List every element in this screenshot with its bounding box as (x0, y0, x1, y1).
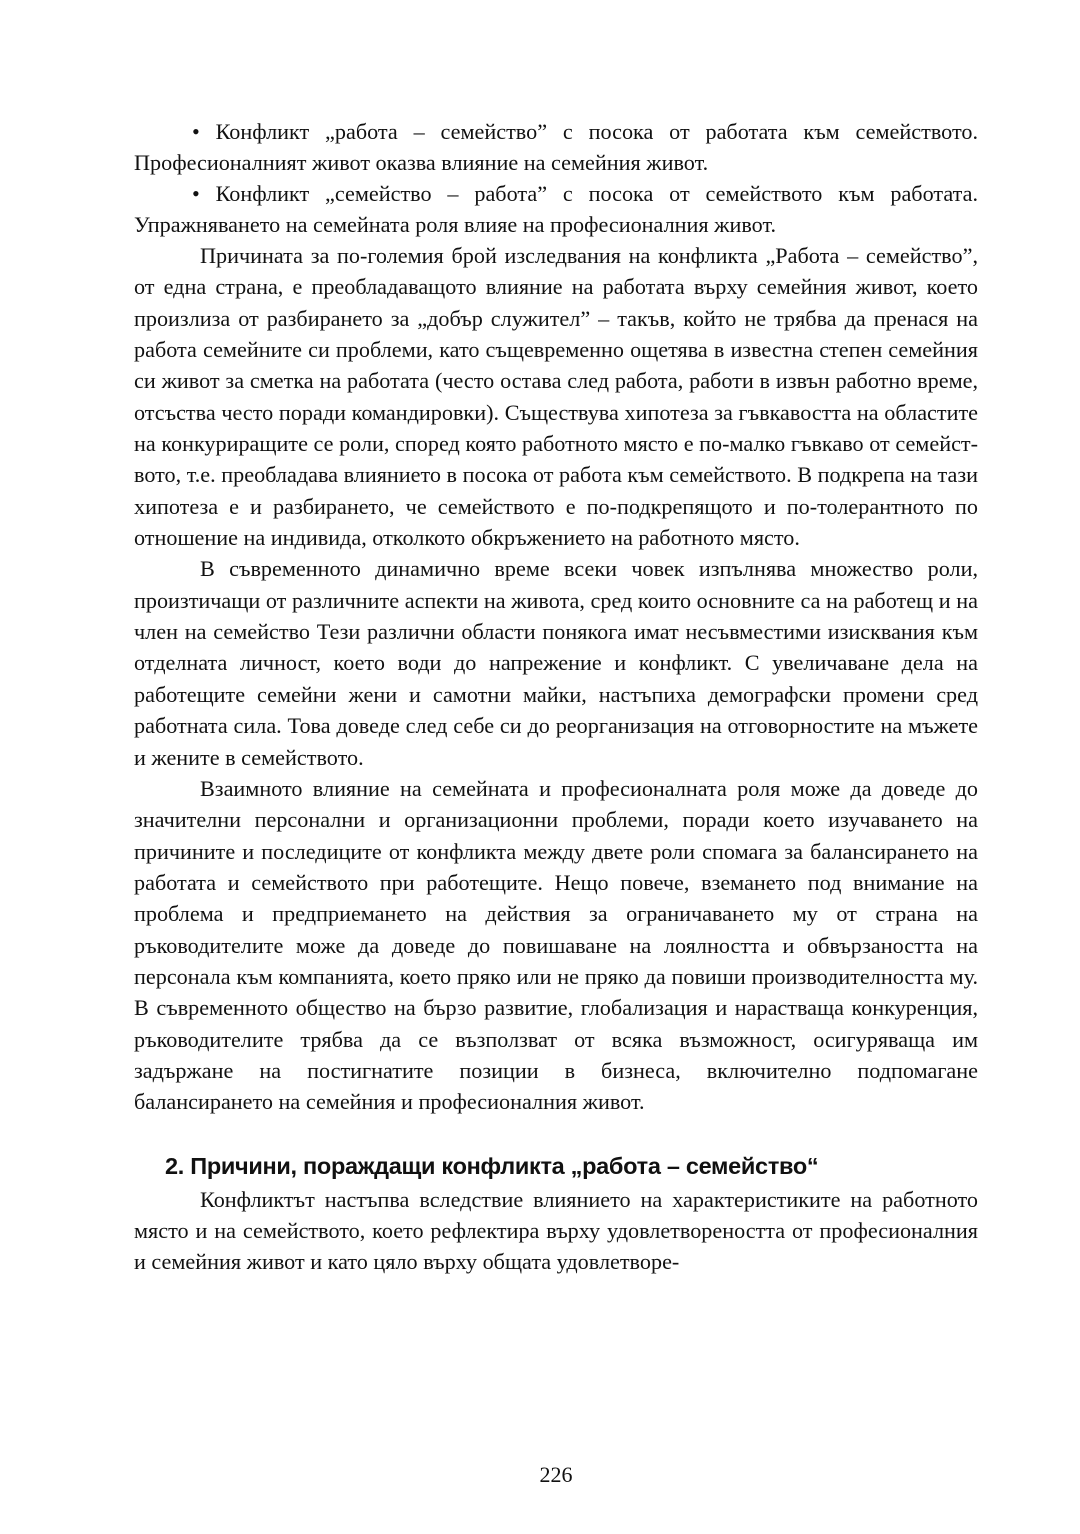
paragraph-modern-times: В съвременното динамично време всеки човек изпълнява множество роли, произтичащи от различните аспекти на живота, сред които основните са на работещ и на член на семейство Тези различни области понякога имат несъвместими изисквания към отделната личност, което води до напрежение и конфликт. С увеличаване дела на работещите семейни жени и самотни майки, настъпиха демографски промени сред работната сила. Това доведе след себе си до реорганизация на отговорностите на мъжете и жените в семейството. (134, 556, 978, 770)
book-page (134, 116, 978, 1496)
page-number: 226 (539, 1462, 573, 1487)
section-heading: 2. Причини, пораждащи конфликта „работа – семейство“ (165, 1152, 819, 1179)
bullet-family-work: • Конфликт „семейство – работа” с посока от семейството към работата. Упражняването на семейната роля влияе на професионалния живот. (134, 181, 978, 237)
paragraph-conflict-onset: Конфликтът настъпва вследствие влиянието на характеристиките на работното място и на семейството, което рефлектира върху удовлетвореността от професионалния и семейния живот и като цяло върху общата удовлетворе- (134, 1186, 978, 1275)
bullet-work-family: • Конфликт „работа – семейство” с посока от работата към семейството. Професионалният живот оказва влияние на семейния живот. (134, 119, 978, 175)
paragraph-mutual-influence: Взаимното влияние на семейната и професионалната роля може да доведе до значителни персонални и организационни проблеми, поради което изучаването на причините и последиците от конфликта между двете роли спомага за балансирането на работата и семейството при работещите. Нещо повече, вземането под внимание на проблема и предприемането на действия за ограничаването му от страна на ръководителите може да доведе до повишаване на лоялността и обвързаността на персонала към компанията, което пряко или не пряко да повиши производителността му. В съвременното общество на бързо развитие, глобализация и нарастваща конкуренция, ръководителите трябва да се възползват от всяка възможност, осигуряваща им задържане на постигнатите позиции в бизнеса, включително подпомагане балансирането на семейния и професионалния живот. (134, 775, 978, 1115)
paragraph-causes: Причината за по-големия брой изследвания на конфликта „Работа – семейство”, от една страна, е преобладаващото влияние на работата върху семейния живот, което произлиза от разбирането за „добър служител” – такъв, който не трябва да пренася на работа семейните си проблеми, като същевременно ощетява в известна степен семейния си живот за сметка на работата (често остава след работа, работи в извън работно време, отсъства често поради командировки). Съществува хипотеза за гъвкавостта на областите на конкуриращите се роли, според която работното място е по-малко гъвкаво от семейството, т.е. преобладава влиянието в посока от работа към семейството. В подкрепа на тази хипотеза е и разбирането, че семейството е по-подкрепящото и по-толерантното по отношение на индивида, отколкото обкръжението на работното място. (134, 243, 978, 551)
